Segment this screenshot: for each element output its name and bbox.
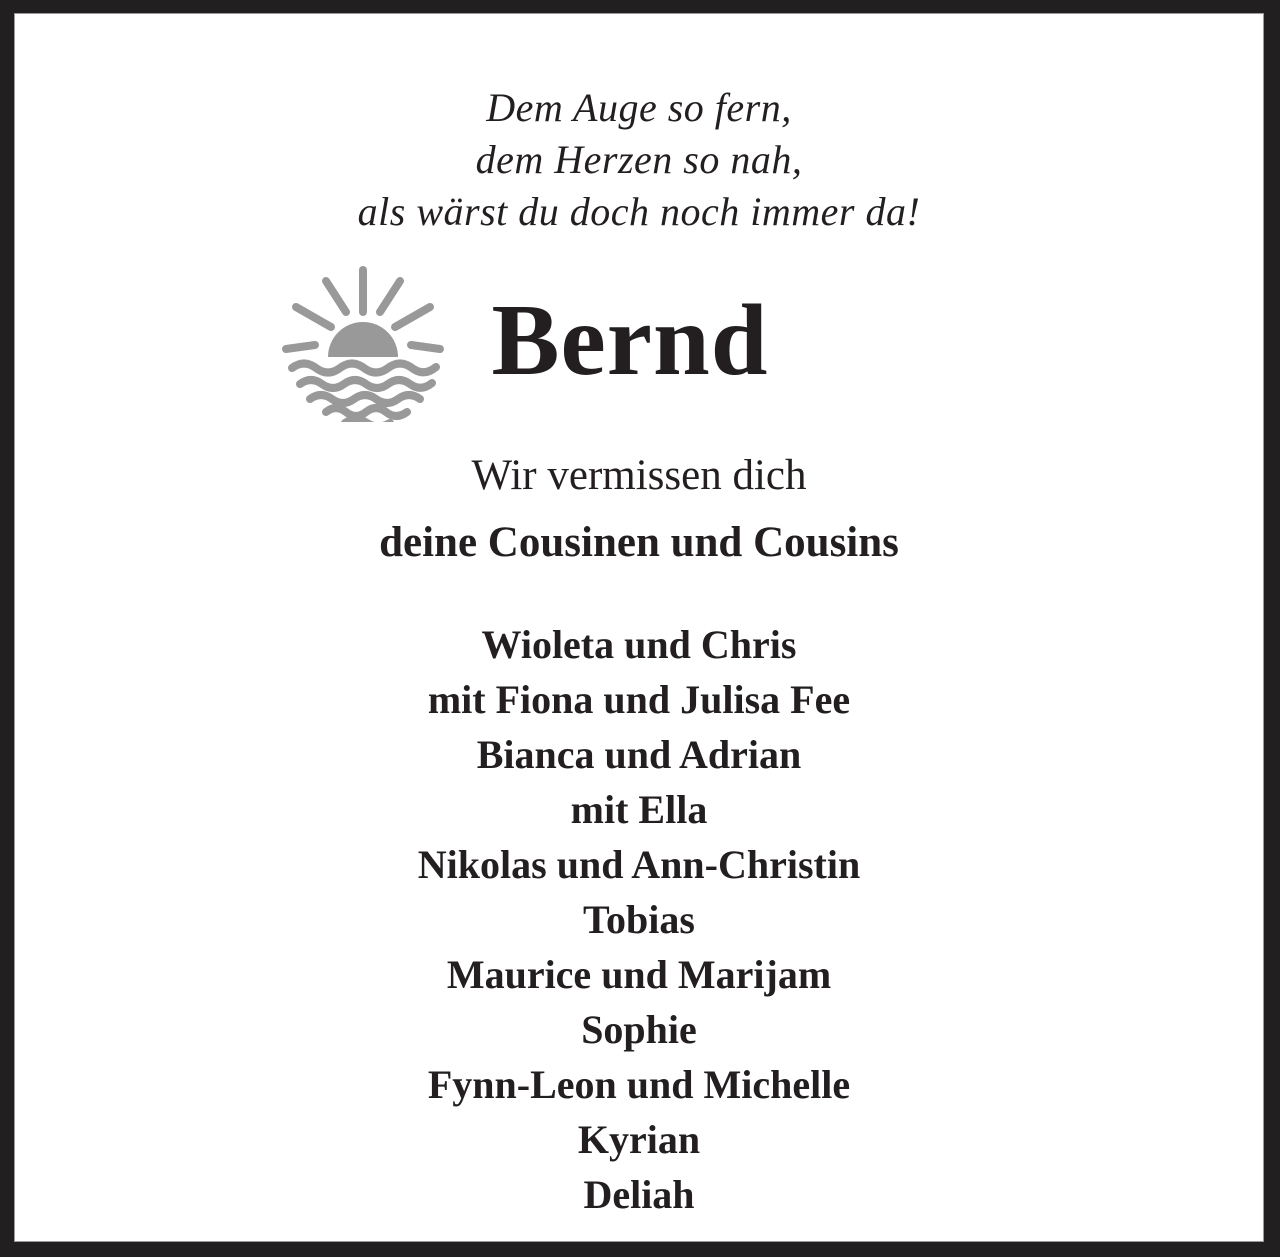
- name-header: [15, 260, 1263, 422]
- mourner-line: mit Fiona und Julisa Fee: [427, 677, 851, 722]
- mourner-line: Maurice und Marijam: [446, 952, 832, 997]
- quote-line-3: als wärst du doch noch immer da!: [357, 189, 921, 234]
- missing-line: Wir vermissen dich: [471, 452, 807, 499]
- mourner-line: Sophie: [581, 1007, 697, 1052]
- mourner-line: Nikolas und Ann-Christin: [417, 842, 861, 887]
- mourner-line: mit Ella: [570, 787, 708, 832]
- memorial-notice: [14, 13, 1264, 1242]
- relation-line: deine Cousinen und Cousins: [379, 519, 899, 566]
- memorial-quote: [15, 82, 1263, 238]
- mourner-line: Tobias: [583, 897, 695, 942]
- mourners-list: [15, 617, 1263, 1222]
- mourner-line: Bianca und Adrian: [476, 732, 802, 777]
- mourner-line: Wioleta und Chris: [481, 622, 797, 667]
- quote-line-1: Dem Auge so fern,: [486, 85, 792, 130]
- mourner-line: Fynn-Leon und Michelle: [427, 1062, 851, 1107]
- deceased-name: Bernd: [491, 284, 769, 397]
- mourner-line: Kyrian: [577, 1117, 701, 1162]
- quote-line-2: dem Herzen so nah,: [475, 137, 803, 182]
- mourner-line: Deliah: [583, 1172, 695, 1217]
